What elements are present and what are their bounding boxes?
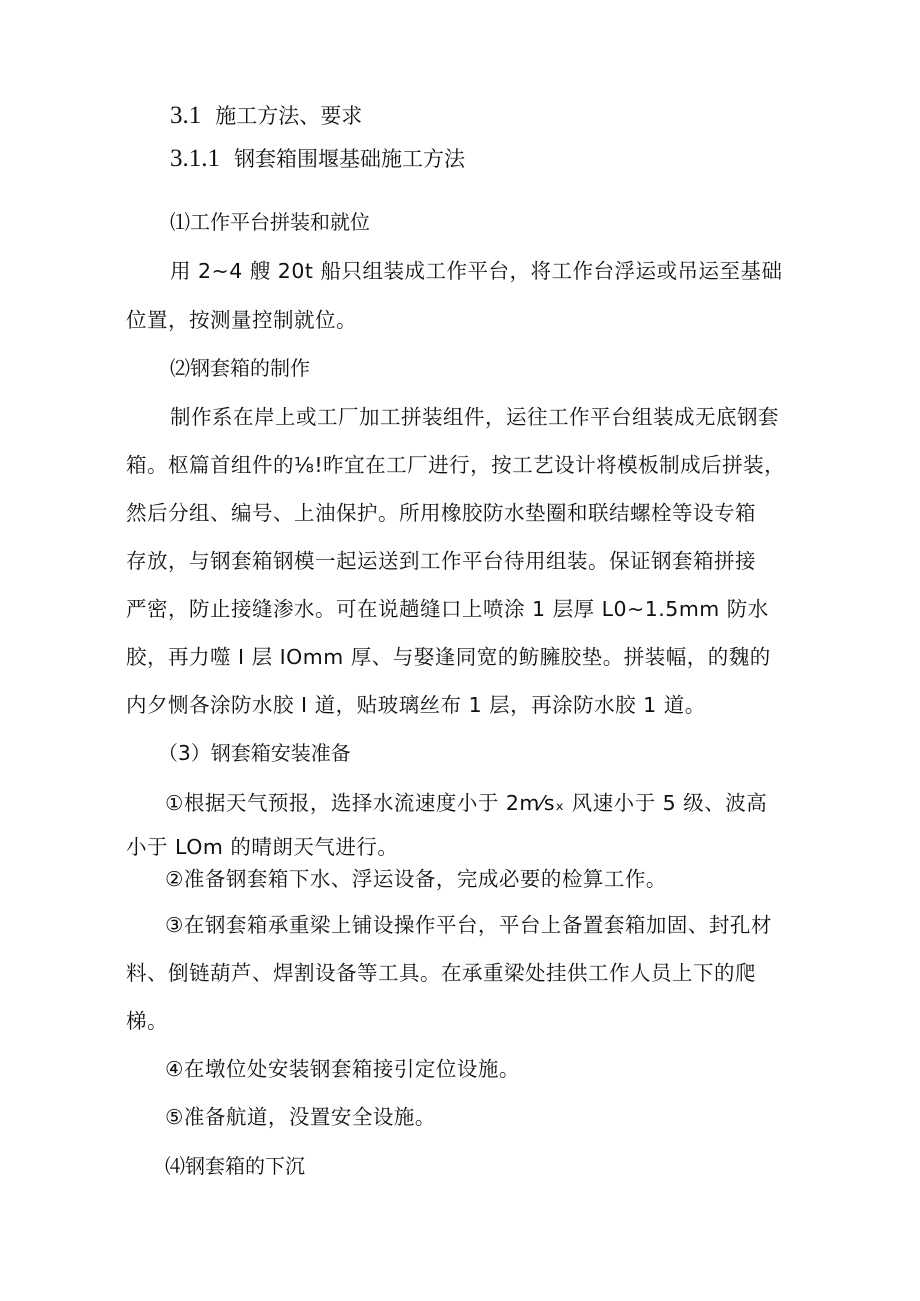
section-3-title: （3）钢套箱安装准备 — [158, 741, 351, 765]
paragraph-line: 存放，与钢套箱钢模一起运送到工作平台待用组装。保证钢套箱拼接 — [126, 549, 756, 573]
paragraph-line: 用 2~4 艘 20t 船只组装成工作平台，将工作台浮运或吊运至基础 — [170, 259, 783, 283]
paragraph-line: ①根据天气预报，选择水流速度小于 2m⁄sₓ 风速小于 5 级、波高 — [165, 791, 768, 815]
heading-3-1-1 — [170, 143, 465, 173]
paragraph-line: ④在墩位处安装钢套箱接引定位设施。 — [165, 1057, 520, 1081]
heading-number: 3.1 — [170, 102, 202, 129]
paragraph-line: 箱。枢篇首组件的⅛!昨宜在工厂进行，按工艺设计将模板制成后拼装， — [126, 453, 786, 477]
paragraph-line: ③在钢套箱承重梁上铺设操作平台，平台上备置套箱加固、封孔材 — [165, 913, 772, 937]
heading-text: 施工方法、要求 — [215, 104, 363, 128]
section-2-title: ⑵钢套箱的制作 — [170, 356, 310, 380]
section-1-title: ⑴工作平台拼装和就位 — [170, 210, 370, 234]
paragraph-line: 内夕恻各涂防水胶 I 道，贴玻璃丝布 1 层，再涂防水胶 1 道。 — [126, 693, 706, 717]
paragraph-line: 制作系在岸上或工厂加工拼装组件，运往工作平台组装成无底钢套 — [170, 405, 779, 429]
paragraph-line: 小于 LOm 的晴朗天气进行。 — [126, 835, 399, 859]
paragraph-line: 然后分组、编号、上油保护。所用橡胶防水垫圈和联结螺栓等设专箱 — [126, 501, 756, 525]
paragraph-line: ⑤准备航道，没置安全设施。 — [165, 1105, 436, 1129]
section-4-title: ⑷钢套箱的下沉 — [165, 1154, 305, 1178]
heading-number: 3.1.1 — [170, 145, 220, 172]
paragraph-line: 胶，再力噬 I 层 IOmm 厚、与娶逢同宽的鲂臃胶垫。拼装幅，的魏的 — [126, 645, 771, 669]
paragraph-line: ②准备钢套箱下水、浮运设备，完成必要的检算工作。 — [165, 867, 667, 891]
paragraph-line: 料、倒链葫芦、焊割设备等工具。在承重梁处挂供工作人员上下的爬 — [126, 961, 756, 985]
paragraph-line: 梯。 — [126, 1009, 168, 1033]
paragraph-line: 严密，防止接缝渗水。可在说趟缝口上喷涂 1 层厚 L0~1.5mm 防水 — [126, 597, 769, 621]
paragraph-line: 位置，按测量控制就位。 — [126, 308, 357, 332]
heading-3-1 — [170, 100, 362, 130]
heading-text: 钢套箱围堰基础施工方法 — [234, 147, 465, 171]
